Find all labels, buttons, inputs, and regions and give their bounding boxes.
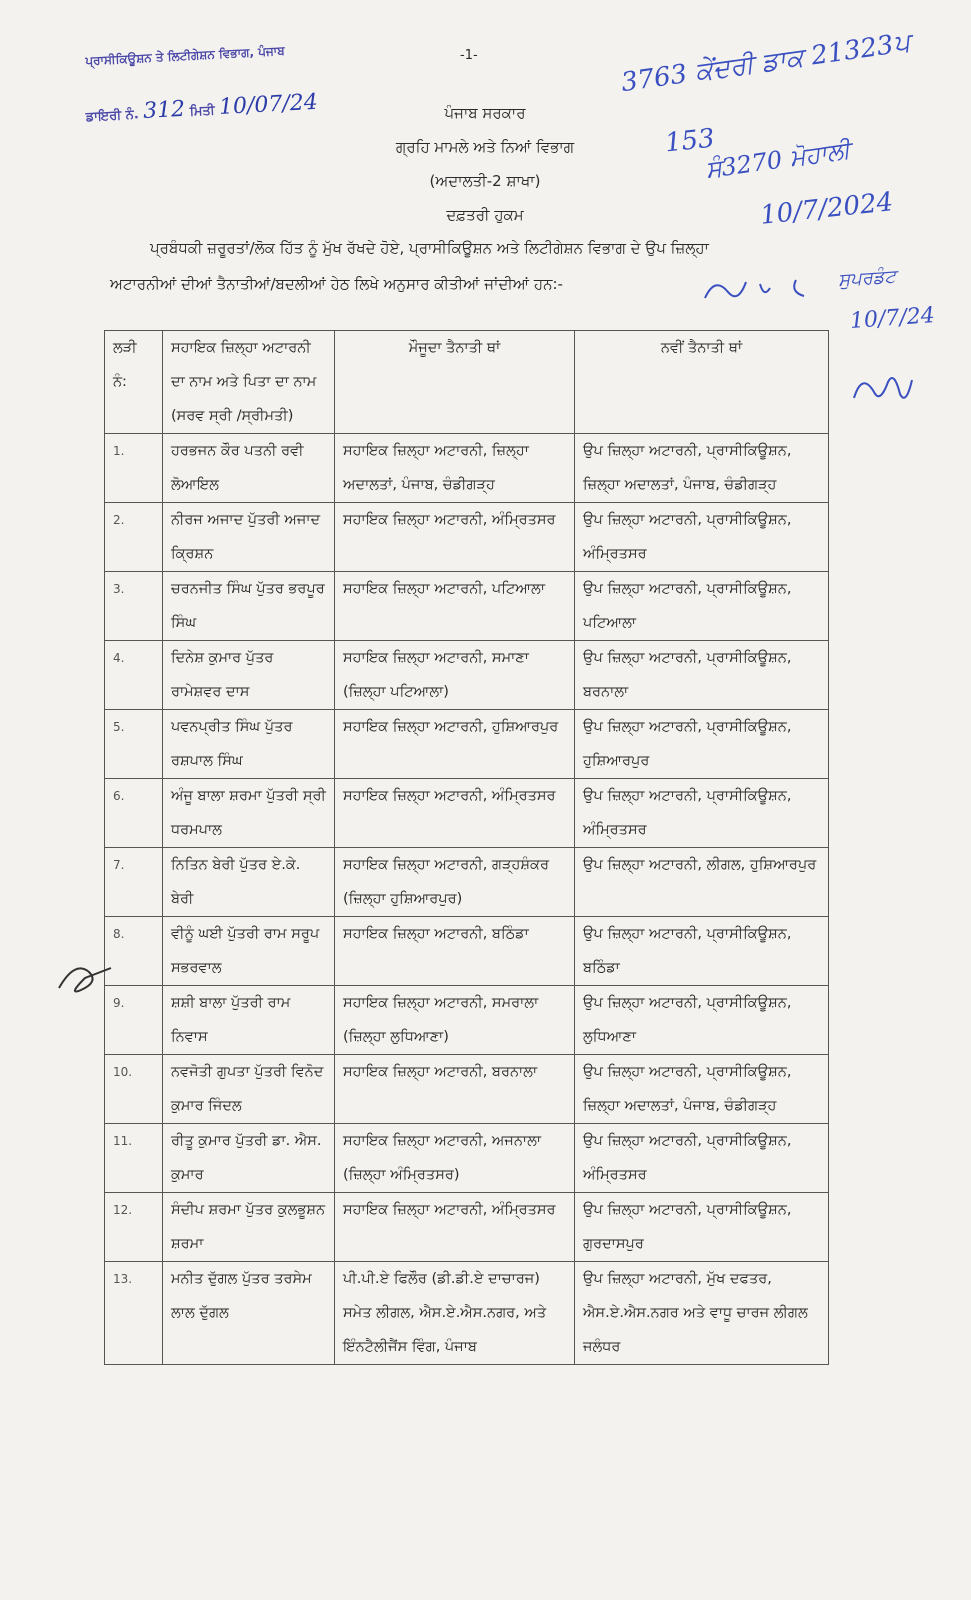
row-new-posting: ਉਪ ਜ਼ਿਲ੍ਹਾ ਅਟਾਰਨੀ, ਪ੍ਰਾਸੀਕਿਊਸ਼ਨ, ਪਟਿਆਲਾ (575, 572, 829, 641)
row-new-posting: ਉਪ ਜ਼ਿਲ੍ਹਾ ਅਟਾਰਨੀ, ਪ੍ਰਾਸੀਕਿਊਸ਼ਨ, ਜ਼ਿਲ੍ਹਾ ਅਦਾਲਤਾਂ, ਪੰਜਾਬ, ਚੰਡੀਗੜ੍ਹ (575, 434, 829, 503)
intro-paragraph (110, 230, 830, 302)
handwritten-note: 10/7/2024 (758, 187, 895, 231)
row-new-posting: ਉਪ ਜ਼ਿਲ੍ਹਾ ਅਟਾਰਨੀ, ਪ੍ਰਾਸੀਕਿਊਸ਼ਨ, ਜ਼ਿਲ੍ਹਾ ਅਦਾਲਤਾਂ, ਪੰਜਾਬ, ਚੰਡੀਗੜ੍ਹ (575, 1055, 829, 1124)
row-sr: 2. (105, 503, 163, 572)
row-new-posting: ਉਪ ਜ਼ਿਲ੍ਹਾ ਅਟਾਰਨੀ, ਪ੍ਰਾਸੀਕਿਊਸ਼ਨ, ਗੁਰਦਾਸਪੁਰ (575, 1193, 829, 1262)
handwritten-note: ਸੁਪਰਡੰਟ (837, 266, 897, 291)
department-stamp: ਪ੍ਰਾਸੀਕਿਊਸ਼ਨ ਤੇ ਲਿਟੀਗੇਸ਼ਨ ਵਿਭਾਗ, ਪੰਜਾਬ (85, 43, 285, 68)
table-row (105, 1193, 829, 1262)
row-sr: 10. (105, 1055, 163, 1124)
department-name: ਗ੍ਰਹਿ ਮਾਮਲੇ ਅਤੇ ਨਿਆਂ ਵਿਭਾਗ (395, 138, 575, 156)
table-row (105, 710, 829, 779)
row-name: ਰੀਤੂ ਕੁਮਾਰ ਪੁੱਤਰੀ ਡਾ. ਐਸ. ਕੁਮਾਰ (163, 1124, 335, 1193)
row-name: ਦਿਨੇਸ਼ ਕੁਮਾਰ ਪੁੱਤਰ ਰਾਮੇਸ਼ਵਰ ਦਾਸ (163, 641, 335, 710)
handwritten-signature (848, 362, 918, 412)
handwritten-note: 10/7/24 (849, 303, 936, 334)
table-row (105, 1124, 829, 1193)
intro-line-1: ਪ੍ਰਬੰਧਕੀ ਜ਼ਰੂਰਤਾਂ/ਲੋਕ ਹਿੱਤ ਨੂੰ ਮੁੱਖ ਰੱਖਦੇ ਹੋਏ, ਪ੍ਰਾਸੀਕਿਊਸ਼ਨ ਅਤੇ ਲਿਟੀਗੇਸ਼ਨ ਵਿਭਾਗ ਦੇ ਉਪ ਜ਼ਿਲ੍ਹਾ (150, 239, 709, 257)
row-sr: 4. (105, 641, 163, 710)
table-row (105, 434, 829, 503)
row-current-posting: ਸਹਾਇਕ ਜ਼ਿਲ੍ਹਾ ਅਟਾਰਨੀ, ਅੰਮ੍ਰਿਤਸਰ (335, 1193, 575, 1262)
table-header-row (105, 331, 829, 434)
header-name: ਸਹਾਇਕ ਜ਼ਿਲ੍ਹਾ ਅਟਾਰਨੀ ਦਾ ਨਾਮ ਅਤੇ ਪਿਤਾ ਦਾ ਨਾਮ (ਸਰਵ ਸ੍ਰੀ /ਸ੍ਰੀਮਤੀ) (163, 331, 335, 434)
government-name: ਪੰਜਾਬ ਸਰਕਾਰ (444, 104, 526, 122)
row-name: ਹਰਭਜਨ ਕੌਰ ਪਤਨੀ ਰਵੀ ਲੋਆਇਲ (163, 434, 335, 503)
diary-date: 10/07/24 (218, 89, 319, 120)
row-sr: 12. (105, 1193, 163, 1262)
date-label: ਮਿਤੀ (189, 103, 216, 120)
row-current-posting: ਸਹਾਇਕ ਜ਼ਿਲ੍ਹਾ ਅਟਾਰਨੀ, ਹੁਸ਼ਿਆਰਪੁਰ (335, 710, 575, 779)
row-name: ਨਵਜੋਤੀ ਗੁਪਤਾ ਪੁੱਤਰੀ ਵਿਨੋਦ ਕੁਮਾਰ ਜਿੰਦਲ (163, 1055, 335, 1124)
diary-label: ਡਾਇਰੀ ਨੰ. (85, 107, 140, 125)
row-sr: 3. (105, 572, 163, 641)
row-current-posting: ਸਹਾਇਕ ਜ਼ਿਲ੍ਹਾ ਅਟਾਰਨੀ, ਅੰਮ੍ਰਿਤਸਰ (335, 779, 575, 848)
row-sr: 5. (105, 710, 163, 779)
table-row (105, 917, 829, 986)
table-row (105, 779, 829, 848)
row-new-posting: ਉਪ ਜ਼ਿਲ੍ਹਾ ਅਟਾਰਨੀ, ਪ੍ਰਾਸੀਕਿਊਸ਼ਨ, ਹੁਸ਼ਿਆਰਪੁਰ (575, 710, 829, 779)
row-name: ਨਿਤਿਨ ਬੇਰੀ ਪੁੱਤਰ ਏ.ਕੇ. ਬੇਰੀ (163, 848, 335, 917)
row-sr: 7. (105, 848, 163, 917)
table-row (105, 641, 829, 710)
handwritten-note: 3763 ਕੇਂਦਰੀ ਡਾਕ 21323ਪ (619, 27, 913, 99)
row-new-posting: ਉਪ ਜ਼ਿਲ੍ਹਾ ਅਟਾਰਨੀ, ਮੁੱਖ ਦਫਤਰ, ਐਸ.ਏ.ਐਸ.ਨਗਰ ਅਤੇ ਵਾਧੂ ਚਾਰਜ ਲੀਗਲ ਜਲੰਧਰ (575, 1262, 829, 1365)
row-name: ਸੰਦੀਪ ਸ਼ਰਮਾ ਪੁੱਤਰ ਕੁਲਭੂਸ਼ਨ ਸ਼ਰਮਾ (163, 1193, 335, 1262)
table-row (105, 572, 829, 641)
row-current-posting: ਪੀ.ਪੀ.ਏ ਫਿਲੌਰ (ਡੀ.ਡੀ.ਏ ਦਾਚਾਰਜ) ਸਮੇਤ ਲੀਗਲ, ਐਸ.ਏ.ਐਸ.ਨਗਰ, ਅਤੇ ਇੰਨਟੈਲੀਜੈਂਸ ਵਿੰਗ, ਪੰਜਾਬ (335, 1262, 575, 1365)
row-new-posting: ਉਪ ਜ਼ਿਲ੍ਹਾ ਅਟਾਰਨੀ, ਪ੍ਰਾਸੀਕਿਊਸ਼ਨ, ਅੰਮ੍ਰਿਤਸਰ (575, 503, 829, 572)
row-sr: 8. (105, 917, 163, 986)
diary-number: 312 (142, 96, 186, 124)
row-new-posting: ਉਪ ਜ਼ਿਲ੍ਹਾ ਅਟਾਰਨੀ, ਪ੍ਰਾਸੀਕਿਊਸ਼ਨ, ਅੰਮ੍ਰਿਤਸਰ (575, 1124, 829, 1193)
row-name: ਸ਼ਸ਼ੀ ਬਾਲਾ ਪੁੱਤਰੀ ਰਾਮ ਨਿਵਾਸ (163, 986, 335, 1055)
page-number: -1- (460, 48, 478, 63)
table-row (105, 1262, 829, 1365)
table-row (105, 848, 829, 917)
row-current-posting: ਸਹਾਇਕ ਜ਼ਿਲ੍ਹਾ ਅਟਾਰਨੀ, ਅਜਨਾਲਾ (ਜ਼ਿਲ੍ਹਾ ਅੰਮ੍ਰਿਤਸਰ) (335, 1124, 575, 1193)
row-current-posting: ਸਹਾਇਕ ਜ਼ਿਲ੍ਹਾ ਅਟਾਰਨੀ, ਪਟਿਆਲਾ (335, 572, 575, 641)
table-row (105, 503, 829, 572)
row-current-posting: ਸਹਾਇਕ ਜ਼ਿਲ੍ਹਾ ਅਟਾਰਨੀ, ਸਮਰਾਲਾ (ਜ਼ਿਲ੍ਹਾ ਲੁਧਿਆਣਾ) (335, 986, 575, 1055)
margin-mark (55, 958, 115, 998)
row-current-posting: ਸਹਾਇਕ ਜ਼ਿਲ੍ਹਾ ਅਟਾਰਨੀ, ਗੜ੍ਹਸ਼ੰਕਰ (ਜ਼ਿਲ੍ਹਾ ਹੁਸ਼ਿਆਰਪੁਰ) (335, 848, 575, 917)
handwritten-note: ਸੰ3270 ਮੋਹਾਲੀ (703, 136, 852, 184)
row-name: ਚਰਨਜੀਤ ਸਿੰਘ ਪੁੱਤਰ ਭਰਪੂਰ ਸਿੰਘ (163, 572, 335, 641)
row-current-posting: ਸਹਾਇਕ ਜ਼ਿਲ੍ਹਾ ਅਟਾਰਨੀ, ਸਮਾਣਾ (ਜ਼ਿਲ੍ਹਾ ਪਟਿਆਲਾ) (335, 641, 575, 710)
row-new-posting: ਉਪ ਜ਼ਿਲ੍ਹਾ ਅਟਾਰਨੀ, ਪ੍ਰਾਸੀਕਿਊਸ਼ਨ, ਬਠਿੰਡਾ (575, 917, 829, 986)
row-new-posting: ਉਪ ਜ਼ਿਲ੍ਹਾ ਅਟਾਰਨੀ, ਪ੍ਰਾਸੀਕਿਊਸ਼ਨ, ਅੰਮ੍ਰਿਤਸਰ (575, 779, 829, 848)
row-sr: 9. (105, 986, 163, 1055)
row-name: ਵੀਨੂੰ ਘਈ ਪੁੱਤਰੀ ਰਾਮ ਸਰੂਪ ਸਭਰਵਾਲ (163, 917, 335, 986)
row-current-posting: ਸਹਾਇਕ ਜ਼ਿਲ੍ਹਾ ਅਟਾਰਨੀ, ਅੰਮ੍ਰਿਤਸਰ (335, 503, 575, 572)
row-new-posting: ਉਪ ਜ਼ਿਲ੍ਹਾ ਅਟਾਰਨੀ, ਪ੍ਰਾਸੀਕਿਊਸ਼ਨ, ਬਰਨਾਲਾ (575, 641, 829, 710)
header-sr: ਲੜੀ ਨੰ: (105, 331, 163, 434)
header-current-posting: ਮੌਜੂਦਾ ਤੈਨਾਤੀ ਥਾਂ (335, 331, 575, 434)
row-sr: 1. (105, 434, 163, 503)
row-current-posting: ਸਹਾਇਕ ਜ਼ਿਲ੍ਹਾ ਅਟਾਰਨੀ, ਬਰਨਾਲਾ (335, 1055, 575, 1124)
row-current-posting: ਸਹਾਇਕ ਜ਼ਿਲ੍ਹਾ ਅਟਾਰਨੀ, ਬਠਿੰਡਾ (335, 917, 575, 986)
row-sr: 6. (105, 779, 163, 848)
branch-name: (ਅਦਾਲਤੀ-2 ਸ਼ਾਖਾ) (429, 172, 541, 190)
header-new-posting: ਨਵੀਂ ਤੈਨਾਤੀ ਥਾਂ (575, 331, 829, 434)
row-new-posting: ਉਪ ਜ਼ਿਲ੍ਹਾ ਅਟਾਰਨੀ, ਪ੍ਰਾਸੀਕਿਊਸ਼ਨ, ਲੁਧਿਆਣਾ (575, 986, 829, 1055)
row-new-posting: ਉਪ ਜ਼ਿਲ੍ਹਾ ਅਟਾਰਨੀ, ਲੀਗਲ, ਹੁਸ਼ਿਆਰਪੁਰ (575, 848, 829, 917)
row-name: ਪਵਨਪ੍ਰੀਤ ਸਿੰਘ ਪੁੱਤਰ ਰਸ਼ਪਾਲ ਸਿੰਘ (163, 710, 335, 779)
row-sr: 11. (105, 1124, 163, 1193)
row-name: ਨੀਰਜ ਅਜਾਦ ਪੁੱਤਰੀ ਅਜਾਦ ਕ੍ਰਿਸ਼ਨ (163, 503, 335, 572)
order-title: ਦਫ਼ਤਰੀ ਹੁਕਮ (446, 206, 524, 224)
row-name: ਅੰਜੂ ਬਾਲਾ ਸ਼ਰਮਾ ਪੁੱਤਰੀ ਸ੍ਰੀ ਧਰਮਪਾਲ (163, 779, 335, 848)
intro-line-2: ਅਟਾਰਨੀਆਂ ਦੀਆਂ ਤੈਨਾਤੀਆਂ/ਬਦਲੀਆਂ ਹੇਠ ਲਿਖੇ ਅਨੁਸਾਰ ਕੀਤੀਆਂ ਜਾਂਦੀਆਂ ਹਨ:- (110, 275, 563, 293)
table-row (105, 1055, 829, 1124)
table-row (105, 986, 829, 1055)
handwritten-note: 153 (663, 123, 717, 159)
row-name: ਮਨੀਤ ਦੁੱਗਲ ਪੁੱਤਰ ਤਰਸੇਮ ਲਾਲ ਦੁੱਗਲ (163, 1262, 335, 1365)
row-sr: 13. (105, 1262, 163, 1365)
postings-table (104, 330, 829, 1365)
row-current-posting: ਸਹਾਇਕ ਜ਼ਿਲ੍ਹਾ ਅਟਾਰਨੀ, ਜ਼ਿਲ੍ਹਾ ਅਦਾਲਤਾਂ, ਪੰਜਾਬ, ਚੰਡੀਗੜ੍ਹ (335, 434, 575, 503)
